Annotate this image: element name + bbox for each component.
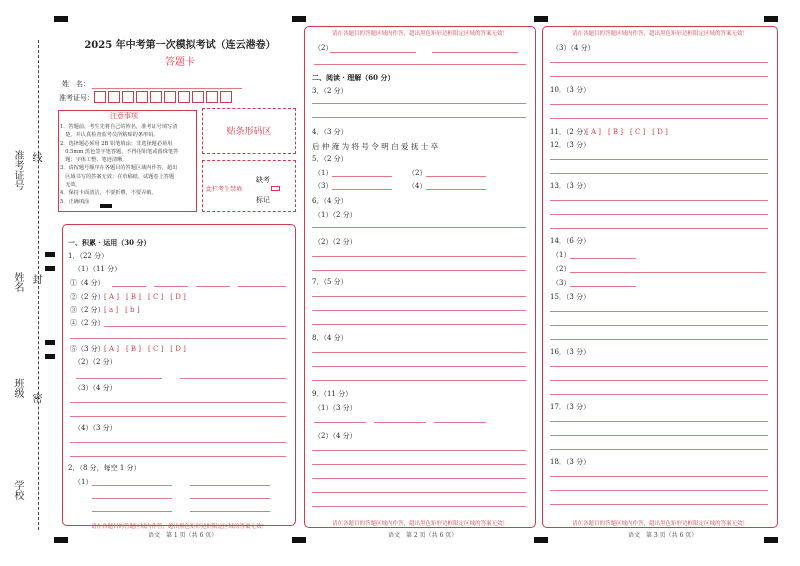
- q4-text: 后 仲 淹 为 将 号 令 明 白 爱 抚 士 卒: [312, 142, 439, 151]
- q1-2-label: （2）（2 分）: [74, 358, 117, 366]
- q11-options[interactable]: [ A ] [ B ] [ C ] [ D ]: [586, 128, 668, 136]
- q13-label: 13．（3 分）: [550, 182, 591, 190]
- timing-mark: [54, 537, 68, 543]
- q5-3-label: （3）: [314, 182, 333, 190]
- timing-mark: [45, 266, 55, 271]
- page-2-warning: 请在各题目的答题区域内作答，超出黑色矩形边框限定区域的答案无效！: [331, 521, 508, 527]
- absent-checkbox[interactable]: [271, 186, 280, 191]
- page-1-footer: 语文 第 1 页（共 6 页）: [148, 532, 218, 539]
- q15-label: 15．（3 分）: [550, 293, 591, 301]
- section-2-title: 二、阅读 · 理解（60 分）: [312, 73, 395, 82]
- timing-mark: [764, 16, 778, 22]
- q1-1-c3-options[interactable]: [ a ] [ b ]: [104, 306, 140, 314]
- fill-example: [100, 204, 112, 208]
- page-3-footer: 语文 第 3 页（共 6 页）: [628, 532, 698, 539]
- section-1-title: 一、积累 · 运用（30 分）: [68, 238, 151, 247]
- binding-class-label: 班级: [12, 378, 23, 398]
- page-3-warning-top: 请在各题目的答题区域内作答，超出黑色矩形边框限定区域的答案无效！: [571, 31, 748, 37]
- q2-label: 2．（8 分，每空 1 分）: [68, 464, 141, 472]
- binding-school-label: 学校: [12, 480, 23, 500]
- q6-label: 6．（4 分）: [312, 197, 348, 205]
- timing-mark: [292, 537, 306, 543]
- note-line: 3．请按题号顺序在各题目的答题区域内作答，超出: [60, 165, 178, 172]
- timing-mark: [45, 252, 55, 257]
- binding-line: [38, 40, 39, 530]
- timing-mark: [45, 340, 55, 345]
- notes-title: 注意事项: [110, 112, 138, 120]
- q9-3-label: （3）（4 分）: [552, 44, 595, 52]
- q5-1-label: （1）: [314, 169, 333, 177]
- name-field[interactable]: [92, 88, 242, 89]
- q8-label: 8．（4 分）: [312, 334, 348, 342]
- absent-kao: 缺考: [256, 176, 270, 184]
- page-1-warning: 请在各题目的答题区域内作答，超出黑色矩形边框限定区域的答案无效！: [90, 524, 267, 530]
- binding-mark-xian: 线: [30, 152, 41, 162]
- q10-label: 10．（3 分）: [550, 86, 591, 94]
- q2-1-label: （1）: [74, 478, 93, 486]
- note-line: 2．选择题必须用 2B 铅笔填涂；非选择题必须用: [60, 140, 173, 147]
- q14-3-label: （3）: [552, 279, 571, 287]
- note-line: 1．答题前，考生先将自己的姓名，准考证号填写清: [60, 124, 178, 130]
- q9-label: 9．（11 分）: [312, 390, 353, 398]
- note-line: 楚，并认真检查监考员所粘贴的条形码。: [60, 132, 159, 139]
- timing-mark: [534, 16, 548, 22]
- barcode-label: 贴条形码区: [226, 127, 272, 137]
- absent-biaoji: 标记: [256, 196, 270, 204]
- timing-mark: [764, 537, 778, 543]
- note-line: 题；字体工整、笔迹清晰。: [60, 157, 128, 164]
- q1-1-label: （1）（11 分）: [74, 265, 122, 273]
- q14-2-label: （2）: [552, 265, 571, 273]
- timing-mark: [45, 354, 55, 359]
- note-line: 5．正确填涂: [60, 198, 90, 205]
- id-label: 准考证号：: [59, 94, 94, 102]
- q1-1-c5-label: ⑤（3 分）: [70, 345, 105, 353]
- q2-2-label: （2）: [314, 44, 333, 52]
- q11-label: 11．（2 分）: [550, 128, 591, 136]
- q6-2-label: （2）（2 分）: [314, 238, 357, 246]
- q1-1-c5-options[interactable]: [ A ] [ B ] [ C ] [ D ]: [104, 345, 186, 353]
- exam-title: 2025 年中考第一次模拟考试（连云港卷）: [84, 40, 276, 51]
- absent-label: 此栏考生禁填: [206, 186, 243, 193]
- q3-label: 3．（2 分）: [312, 87, 348, 95]
- q7-label: 7．（5 分）: [312, 278, 348, 286]
- note-line: 无效。: [60, 182, 81, 189]
- binding-mark-mi: 密: [30, 393, 41, 403]
- q14-label: 14．（6 分）: [550, 237, 591, 245]
- q9-2-label: （2）（4 分）: [314, 432, 357, 440]
- q1-label: 1．（22 分）: [68, 252, 109, 260]
- q4-label: 4．（3 分）: [312, 128, 348, 136]
- q5-label: 5．（2 分）: [312, 155, 348, 163]
- card-title: 答题卡: [165, 57, 195, 68]
- timing-mark: [54, 16, 68, 22]
- page-3-warning: 请在各题目的答题区域内作答，超出黑色矩形边框限定区域的答案无效！: [571, 521, 748, 527]
- q16-label: 16．（3 分）: [550, 348, 591, 356]
- q14-1-label: （1）: [552, 251, 571, 259]
- note-line: 4．保持卡面清洁，不要折叠、不要弄破。: [60, 190, 157, 197]
- page-2-warning-top: 请在各题目的答题区域内作答，超出黑色矩形边框限定区域的答案无效！: [331, 31, 508, 37]
- timing-mark: [292, 16, 306, 22]
- q12-label: 12．（3 分）: [550, 141, 591, 149]
- q1-4-label: （4）（3 分）: [74, 424, 117, 432]
- q18-label: 18．（3 分）: [550, 458, 591, 466]
- q6-1-label: （1）（2 分）: [314, 211, 357, 219]
- note-line: 区域书写的答案无效；在草稿纸、试题卷上答题: [60, 173, 175, 180]
- q1-1-c1-label: ①（4 分）: [70, 279, 105, 287]
- page-2-footer: 语文 第 2 页（共 6 页）: [388, 532, 458, 539]
- binding-id-label: 准考证号: [12, 150, 23, 190]
- q5-4-label: （4）: [408, 182, 427, 190]
- q1-1-c3-label: ③（2 分）: [70, 306, 105, 314]
- q17-label: 17．（3 分）: [550, 403, 591, 411]
- binding-name-label: 姓名: [12, 272, 23, 292]
- page-3-box: [542, 26, 778, 528]
- q1-3-label: （3）（4 分）: [74, 384, 117, 392]
- q1-1-c2-label: ②（2 分）: [70, 293, 105, 301]
- q1-1-c2-options[interactable]: [ A ] [ B ] [ C ] [ D ]: [104, 293, 186, 301]
- timing-mark: [534, 537, 548, 543]
- binding-mark-feng: 封: [30, 274, 41, 284]
- note-line: 0.5mm 黑色签字笔答题，不得用铅笔或圆珠笔答: [60, 148, 179, 155]
- q9-1-label: （1）（3 分）: [314, 404, 357, 412]
- q5-2-label: （2）: [408, 169, 427, 177]
- page-2-box: [304, 26, 536, 528]
- name-label: 姓 名：: [62, 80, 90, 88]
- q1-1-c4-label: ④（2 分）: [70, 319, 105, 327]
